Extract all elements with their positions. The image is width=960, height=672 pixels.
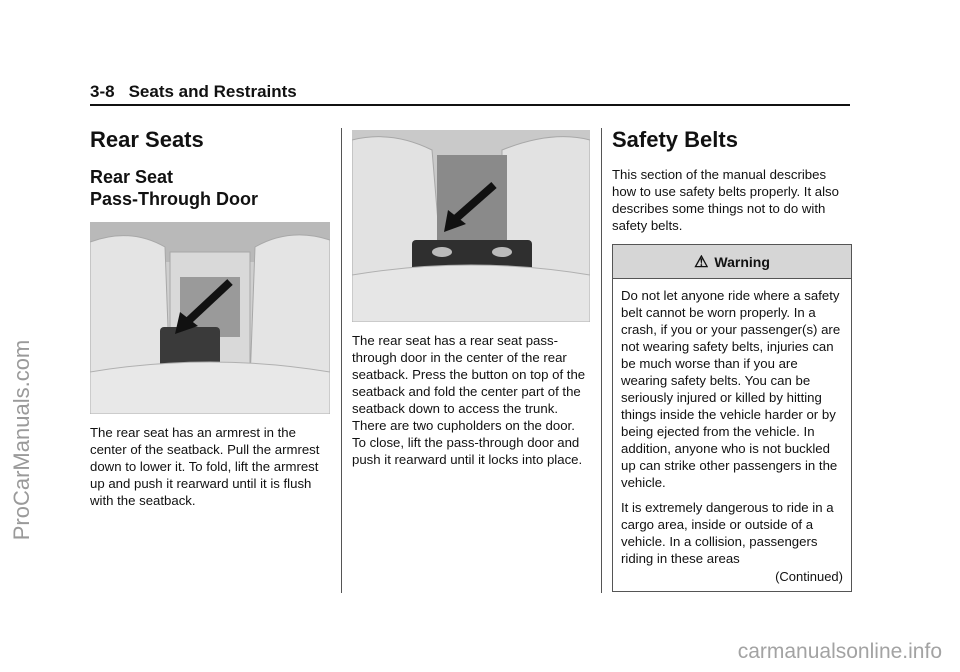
warning-box: [612, 244, 852, 592]
section-title: Seats and Restraints: [128, 82, 297, 101]
warning-header: [613, 245, 851, 279]
page-number: 3-8: [90, 82, 115, 101]
warning-body: [613, 279, 851, 591]
column-divider-left: [341, 128, 342, 593]
pass-through-description: The rear seat has a rear seat pass-through door in the center of the rear seatback. Press the button on top of the seatback and fold the center part of the seatback down to access the trunk. There are two cupholders on the door. To close, lift the pass-through door and push it rearward until it locks into place.: [352, 333, 586, 467]
watermark-bottom: carmanualsonline.info: [737, 640, 942, 663]
warning-paragraph-2: It is extremely dangerous to ride in a cargo area, inside or outside of a vehicle. In a collision, passengers riding in these areas: [621, 500, 834, 566]
page-header: [90, 82, 850, 106]
warning-triangle-icon: ⚠: [694, 253, 709, 271]
heading-rear-seats: Rear Seats: [90, 127, 204, 152]
heading-safety-belts: Safety Belts: [612, 127, 738, 152]
warning-title: Warning: [714, 253, 770, 270]
column-rear-seats: [90, 126, 330, 509]
armrest-photo: [90, 222, 330, 414]
column-pass-through: [352, 126, 590, 468]
continued-label: (Continued): [775, 569, 843, 584]
subheading-line1: Rear Seat: [90, 167, 174, 187]
subheading-line2: Pass-Through Door: [90, 189, 259, 209]
pass-through-photo: [352, 130, 590, 322]
warning-paragraph-1: Do not let anyone ride where a safety belt cannot be worn properly. In a crash, if you or your passenger(s) are not wearing safety belts, injuries can be much worse than if you are wearing safety belts. You can be seriously injured or killed by hitting things inside the vehicle harder or by being ejected from the vehicle. In addition, anyone who is not buckled up can strike other passengers in the vehicle.: [621, 288, 841, 490]
column-safety-belts: [612, 126, 852, 592]
armrest-description: The rear seat has an armrest in the center of the seatback. Pull the armrest down to lower it. To fold, lift the armrest up and push it rearward until it is flush with the seatback.: [90, 425, 320, 508]
watermark-side-text: ProCarManuals.com: [9, 339, 34, 541]
column-divider-right: [601, 128, 602, 593]
watermark-side: [4, 220, 40, 660]
safety-belts-intro: This section of the manual describes how to use safety belts properly. It also describes some things not to do with safety belts.: [612, 167, 839, 233]
